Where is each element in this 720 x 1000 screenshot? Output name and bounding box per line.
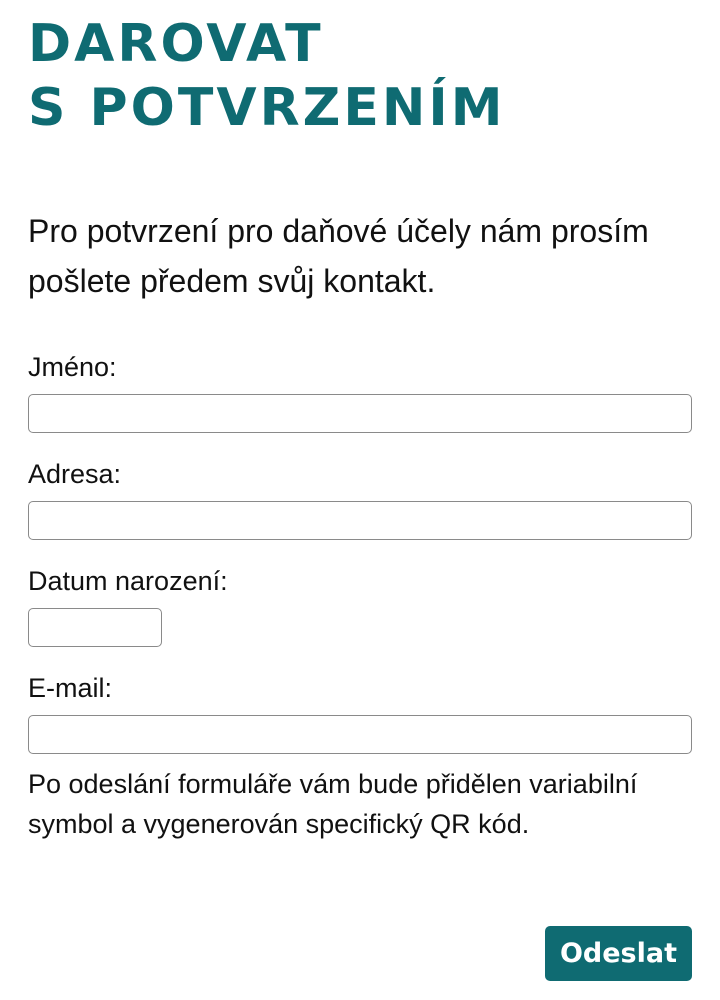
page-title-line-1: DAROVAT bbox=[28, 14, 324, 74]
intro-text: Pro potvrzení pro daňové účely nám prosím pošlete předem svůj kontakt. bbox=[28, 213, 649, 299]
address-label: Adresa: bbox=[28, 459, 122, 489]
name-input[interactable] bbox=[28, 394, 692, 433]
birth-date-input[interactable] bbox=[28, 608, 162, 647]
page-title-line-2: S POTVRZENÍM bbox=[28, 78, 506, 138]
email-label: E-mail: bbox=[28, 673, 113, 703]
birth-date-label: Datum narození: bbox=[28, 566, 228, 596]
page-title bbox=[28, 12, 505, 140]
donation-form-page bbox=[28, 0, 692, 1000]
email-input[interactable] bbox=[28, 715, 692, 754]
address-input[interactable] bbox=[28, 501, 692, 540]
submit-button[interactable]: Odeslat bbox=[545, 926, 692, 981]
form-note: Po odeslání formuláře vám bude přidělen variabilní symbol a vygenerován specifický QR kód. bbox=[28, 769, 638, 839]
name-label: Jméno: bbox=[28, 352, 117, 382]
